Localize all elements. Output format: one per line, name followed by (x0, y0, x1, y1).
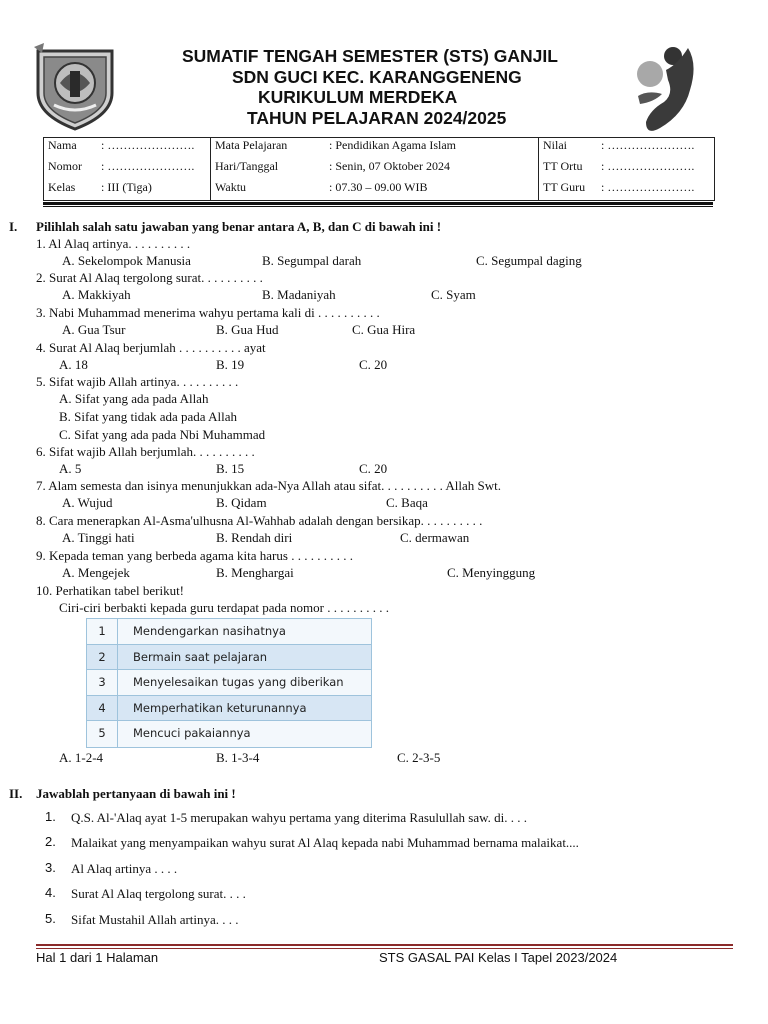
table-row (87, 670, 371, 696)
question-7: 7. Alam semesta dan isinya menunjukkan ada-Nya Allah atau sifat. . . . . . . . . . Allah Swt. (36, 478, 502, 493)
essay-question-4: Surat Al Alaq tergolong surat. . . . (71, 886, 246, 901)
exam-title: SUMATIF TENGAH SEMESTER (STS) GANJIL (182, 46, 558, 66)
q10-option-b: B. 1-3-4 (216, 750, 260, 765)
q8-option-b: B. Rendah diri (216, 530, 293, 545)
q2-option-b: B. Madaniyah (262, 287, 336, 302)
kelas-label: Kelas (48, 180, 76, 194)
row-number: 5 (87, 721, 118, 747)
row-number: 2 (87, 645, 118, 670)
nama-label: Nama (48, 138, 77, 152)
kelas-value: : III (Tiga) (101, 180, 152, 194)
header-rule-thin (43, 206, 713, 207)
question-9: 9. Kepada teman yang berbeda agama kita harus . . . . . . . . . . (36, 548, 353, 563)
table-row (87, 645, 371, 671)
row-text: Bermain saat pelajaran (133, 649, 268, 664)
row-number: 4 (87, 696, 118, 721)
question-10: 10. Perhatikan tabel berikut! (36, 583, 185, 598)
q10-option-a: A. 1-2-4 (59, 750, 104, 765)
table-row (87, 619, 371, 645)
nilai-field[interactable]: : …………………. (601, 138, 695, 152)
tt-guru-field[interactable]: : …………………. (601, 180, 695, 194)
q6-option-c: C. 20 (359, 461, 388, 476)
header-rule-thick (43, 202, 713, 205)
row-number: 3 (87, 670, 118, 695)
hari-value: : Senin, 07 Oktober 2024 (329, 159, 450, 173)
table-row (87, 696, 371, 722)
info-divider-1 (210, 138, 211, 200)
q2-option-a: A. Makkiyah (62, 287, 131, 302)
academic-year: TAHUN PELAJARAN 2024/2025 (247, 108, 507, 128)
table-row (87, 721, 371, 747)
curriculum-name: KURIKULUM MERDEKA (258, 87, 458, 107)
q9-option-a: A. Mengejek (62, 565, 130, 580)
hari-label: Hari/Tanggal (215, 159, 279, 173)
q8-option-a: A. Tinggi hati (62, 530, 135, 545)
info-divider-2 (538, 138, 539, 200)
q8-option-c: C. dermawan (400, 530, 470, 545)
nomor-label: Nomor (48, 159, 82, 173)
question-6: 6. Sifat wajib Allah berjumlah. . . . . . . . . . (36, 444, 255, 459)
q1-option-b: B. Segumpal darah (262, 253, 362, 268)
row-text: Mencuci pakaiannya (133, 726, 251, 741)
nomor-field[interactable]: : …………………. (101, 159, 195, 173)
essay-question-5: Sifat Mustahil Allah artinya. . . . (71, 912, 239, 927)
education-logo (628, 44, 712, 140)
mapel-value: : Pendidikan Agama Islam (329, 138, 456, 152)
tt-ortu-field[interactable]: : …………………. (601, 159, 695, 173)
q7-option-b: B. Qidam (216, 495, 267, 510)
section-2-title: Jawablah pertanyaan di bawah ini ! (36, 786, 236, 801)
essay-question-1: Q.S. Al-'Alaq ayat 1-5 merupakan wahyu pertama yang diterima Rasulullah saw. di. . . . (71, 810, 528, 825)
q5-option-c: C. Sifat yang ada pada Nbi Muhammad (59, 427, 266, 442)
footer-exam-info: STS GASAL PAI Kelas I Tapel 2023/2024 (379, 950, 618, 965)
regency-emblem-logo (30, 43, 120, 131)
question-10-prompt: Ciri-ciri berbakti kepada guru terdapat pada nomor . . . . . . . . . . (59, 600, 389, 615)
tt-guru-label: TT Guru (543, 180, 586, 194)
q4-option-c: C. 20 (359, 357, 388, 372)
q1-option-a: A. Sekelompok Manusia (62, 253, 191, 268)
q9-option-c: C. Menyinggung (447, 565, 536, 580)
berbakti-table (86, 618, 372, 748)
essay-number: 1. (45, 809, 56, 824)
q1-option-c: C. Segumpal daging (476, 253, 582, 268)
waktu-label: Waktu (215, 180, 247, 194)
q3-option-a: A. Gua Tsur (62, 322, 126, 337)
q3-option-c: C. Gua Hira (352, 322, 416, 337)
essay-number: 3. (45, 860, 56, 875)
waktu-value: : 07.30 – 09.00 WIB (329, 180, 428, 194)
section-1-number: I. (9, 219, 18, 234)
essay-number: 4. (45, 885, 56, 900)
q3-option-b: B. Gua Hud (216, 322, 279, 337)
page-number: Hal 1 dari 1 Halaman (36, 950, 159, 965)
mapel-label: Mata Pelajaran (215, 138, 288, 152)
question-3: 3. Nabi Muhammad menerima wahyu pertama kali di . . . . . . . . . . (36, 305, 380, 320)
section-1-title: Pilihlah salah satu jawaban yang benar antara A, B, dan C di bawah ini ! (36, 219, 442, 234)
q9-option-b: B. Menghargai (216, 565, 294, 580)
question-4: 4. Surat Al Alaq berjumlah . . . . . . . . . . ayat (36, 340, 266, 355)
q10-option-c: C. 2-3-5 (397, 750, 441, 765)
q4-option-b: B. 19 (216, 357, 245, 372)
nama-field[interactable]: : …………………. (101, 138, 195, 152)
nilai-label: Nilai (543, 138, 567, 152)
tt-ortu-label: TT Ortu (543, 159, 583, 173)
question-2: 2. Surat Al Alaq tergolong surat. . . . . . . . . . (36, 270, 263, 285)
footer-rule-thin (36, 948, 733, 949)
essay-number: 2. (45, 834, 56, 849)
row-text: Mendengarkan nasihatnya (133, 624, 286, 638)
student-info-table (43, 137, 715, 201)
essay-number: 5. (45, 911, 56, 926)
school-name: SDN GUCI KEC. KARANGGENENG (232, 67, 522, 87)
essay-question-2: Malaikat yang menyampaikan wahyu surat Al Alaq kepada nabi Muhammad bernama malaikat.... (71, 835, 579, 850)
q2-option-c: C. Syam (431, 287, 476, 302)
q4-option-a: A. 18 (59, 357, 88, 372)
row-text: Menyelesaikan tugas yang diberikan (133, 675, 344, 690)
q7-option-c: C. Baqa (386, 495, 428, 510)
q5-option-b: B. Sifat yang tidak ada pada Allah (59, 409, 237, 424)
question-8: 8. Cara menerapkan Al-Asma'ulhusna Al-Wahhab adalah dengan bersikap. . . . . . . . . . (36, 513, 483, 528)
q6-option-a: A. 5 (59, 461, 82, 476)
essay-question-3: Al Alaq artinya . . . . (71, 861, 178, 876)
row-text: Memperhatikan keturunannya (133, 700, 307, 715)
q7-option-a: A. Wujud (62, 495, 113, 510)
footer-rule-thick (36, 944, 733, 946)
section-2-number: II. (9, 786, 23, 801)
q5-option-a: A. Sifat yang ada pada Allah (59, 391, 209, 406)
q6-option-b: B. 15 (216, 461, 245, 476)
row-number: 1 (87, 619, 118, 644)
question-5: 5. Sifat wajib Allah artinya. . . . . . . . . . (36, 374, 239, 389)
question-1: 1. Al Alaq artinya. . . . . . . . . . (36, 236, 191, 251)
